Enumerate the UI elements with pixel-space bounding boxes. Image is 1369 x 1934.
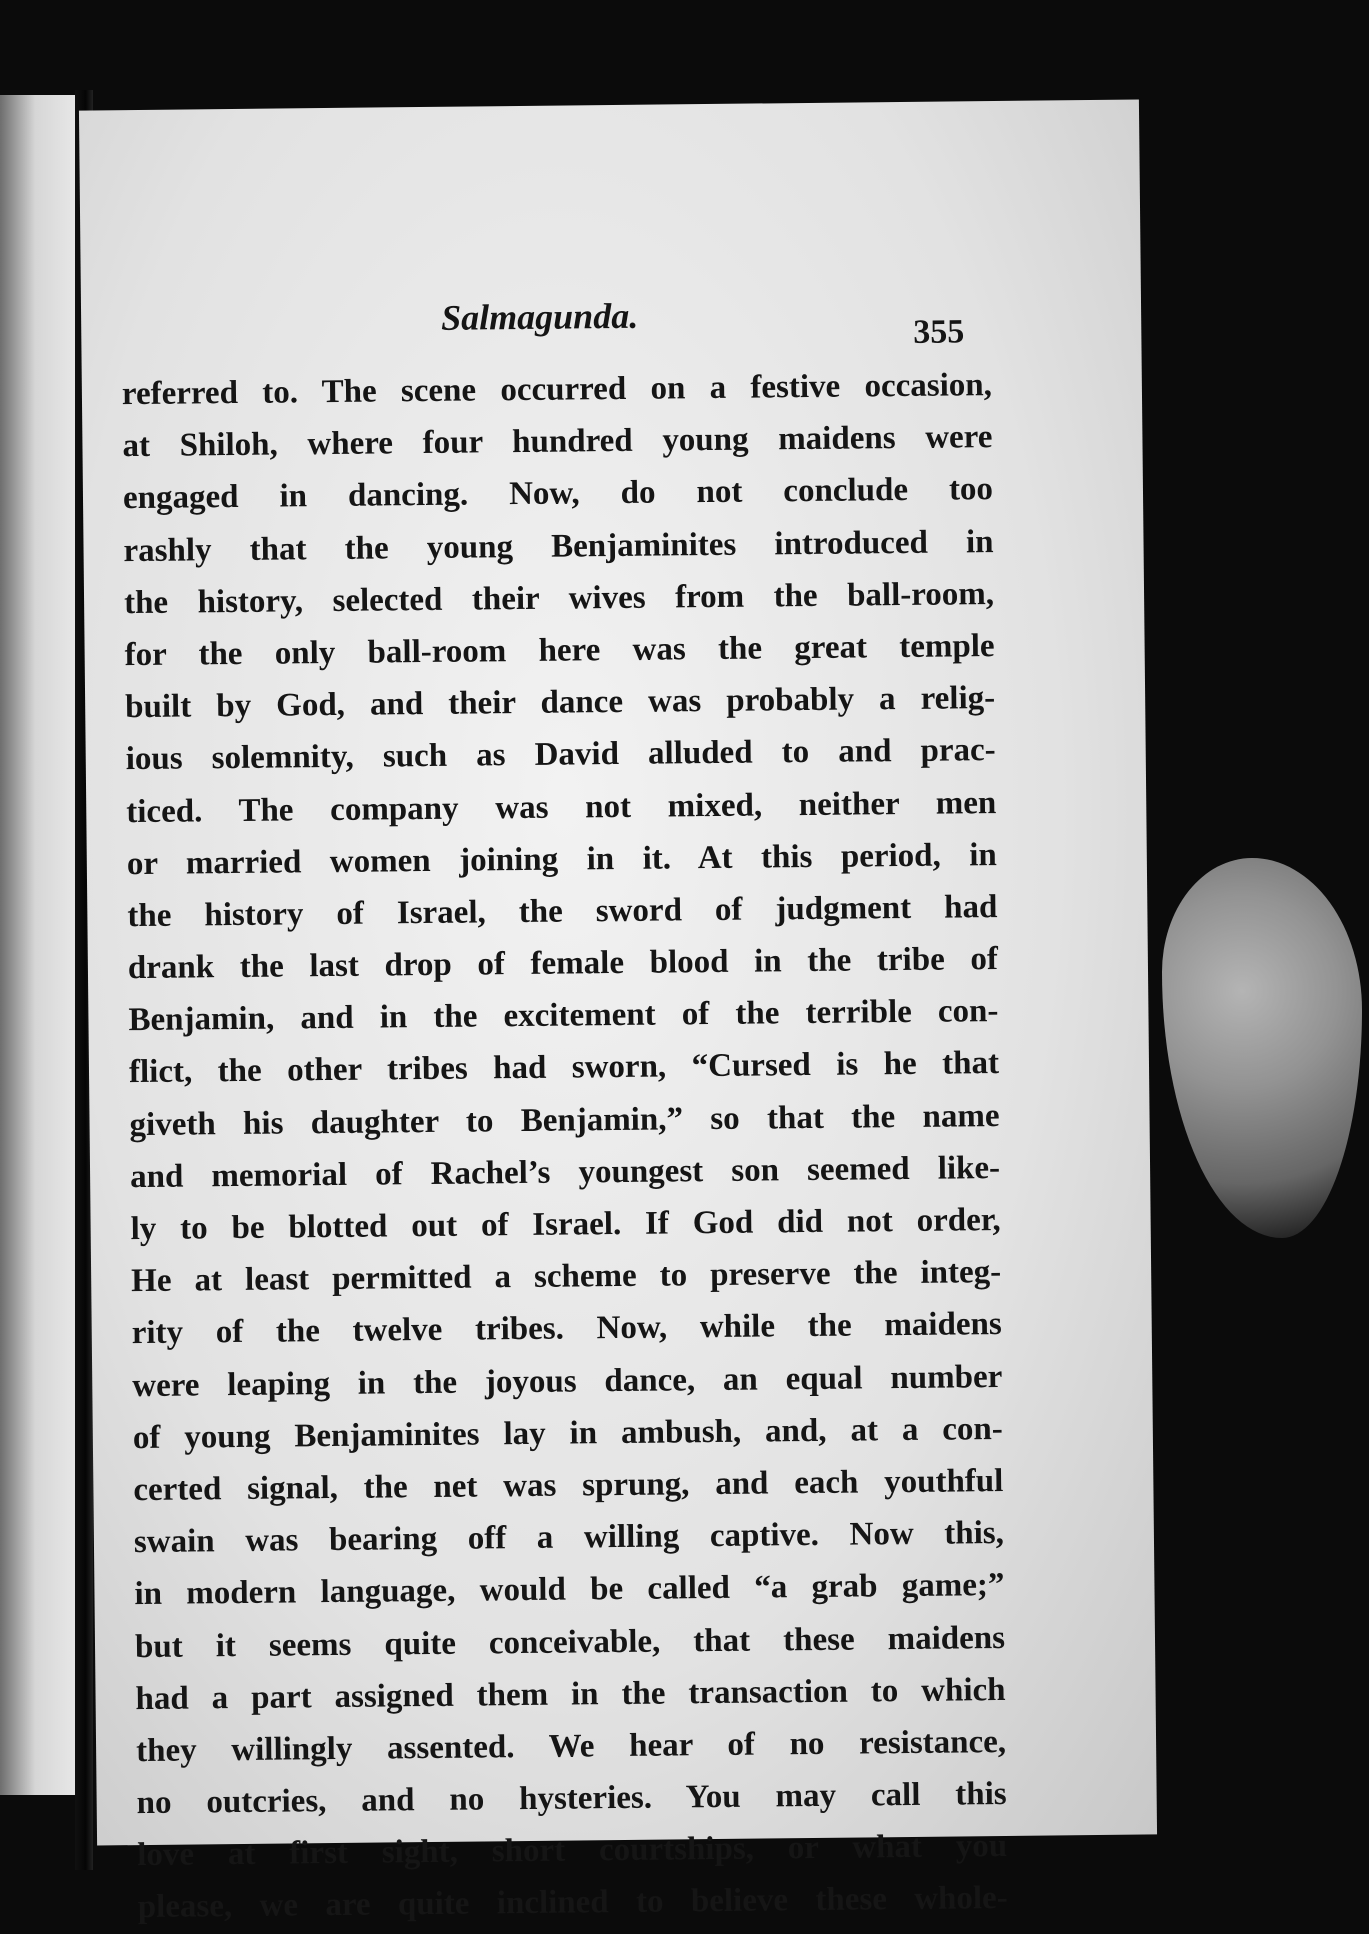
running-title: Salmagunda. [440, 295, 639, 338]
text-line: referred to. The scene occurred on a festive occasion, [121, 367, 993, 413]
text-line: they willingly assented. We hear of no resistance, [135, 1723, 1007, 1769]
paper-stain [1162, 858, 1362, 1238]
text-line: the history of Israel, the sword of judgment had [127, 888, 998, 935]
page-number: 355 [913, 313, 965, 351]
text-line: no outcries, and no hysteries. You may call this [136, 1776, 1007, 1822]
text-line: drank the last drop of female blood in the tribe of [127, 941, 999, 987]
text-line: certed signal, the net was sprung, and each youthful [133, 1462, 1004, 1509]
body-text [122, 359, 1008, 1934]
text-line: were leaping in the joyous dance, an equal number [132, 1358, 1003, 1404]
text-line: rashly that the young Benjaminites introduced in [123, 523, 994, 569]
text-line: swain was bearing off a willing captive. Now this, [133, 1515, 1005, 1561]
text-line: of young Benjaminites lay in ambush, and, at a con- [132, 1410, 1003, 1456]
text-line: He at least permitted a scheme to preserve the integ- [131, 1254, 1002, 1300]
text-line: Benjamin, and in the excitement of the terrible con- [128, 993, 999, 1039]
text-line: and memorial of Rachel’s youngest son seemed like- [129, 1149, 1001, 1195]
text-line: for the only ball-room here was the great temple [124, 627, 995, 674]
text-line: ly to be blotted out of Israel. If God did not order, [130, 1202, 1001, 1248]
book-page [79, 99, 1157, 1926]
text-line: in modern language, would be called “a grab game;” [134, 1567, 1005, 1613]
facing-page-edge [0, 95, 78, 1795]
text-line: but it seems quite conceivable, that these maidens [134, 1619, 1006, 1665]
text-line: rity of the twelve tribes. Now, while the maidens [131, 1306, 1002, 1352]
text-line: flict, the other tribes had sworn, “Cursed is he that [128, 1045, 1000, 1091]
text-line: giveth his daughter to Benjamin,” so that the name [129, 1097, 1000, 1143]
text-line: love at first sight, short courtships, or what you [137, 1828, 1008, 1874]
text-line: engaged in dancing. Now, do not conclude too [122, 471, 994, 517]
running-head [81, 289, 1142, 360]
text-line: or married women joining in it. At this period, in [126, 836, 997, 882]
text-line: built by God, and their dance was probably a relig- [125, 680, 996, 726]
text-line: ticed. The company was not mixed, neither men [126, 784, 997, 830]
text-line: had a part assigned them in the transaction to which [135, 1671, 1006, 1717]
text-line: ious solemnity, such as David alluded to and prac- [125, 732, 996, 778]
text-line: please, we are quite inclined to believe these whole- [137, 1880, 1008, 1926]
text-line: the history, selected their wives from the ball-room, [123, 575, 995, 621]
text-line: at Shiloh, where four hundred young maidens were [122, 419, 993, 465]
